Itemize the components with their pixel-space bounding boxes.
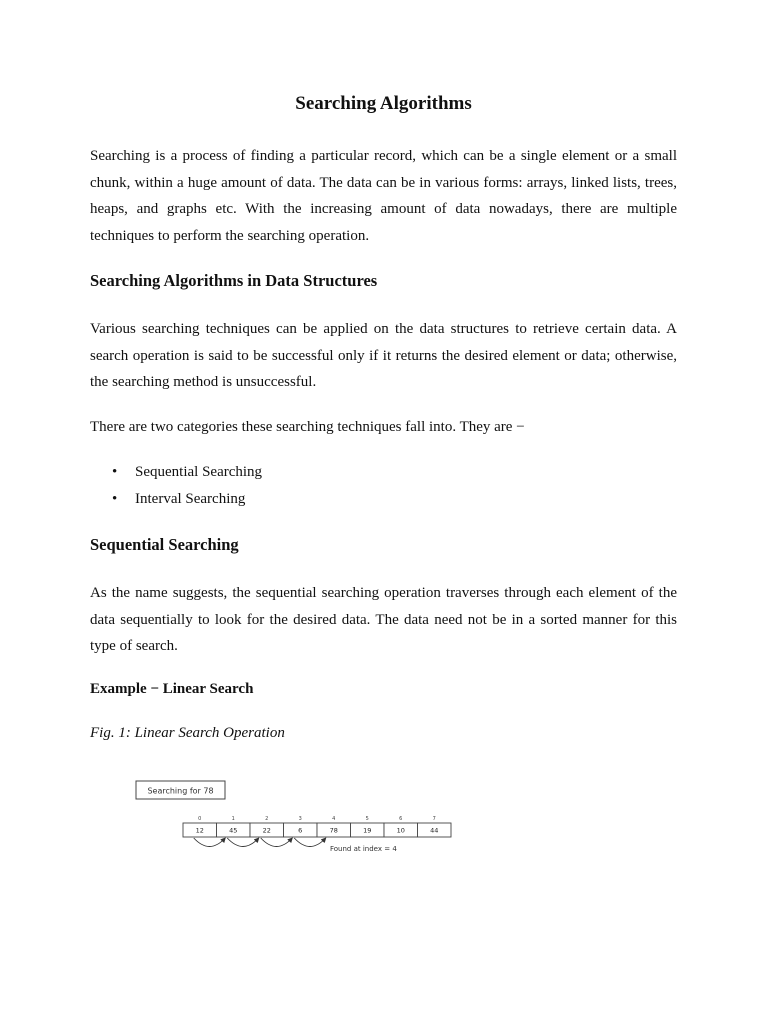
array-cell-value: 10	[396, 826, 405, 835]
array-index-label: 1	[231, 816, 235, 822]
array-cells	[183, 816, 451, 837]
traversal-arrow	[294, 838, 326, 847]
array-index-label: 6	[399, 816, 403, 822]
array-cell-value: 44	[430, 826, 439, 835]
categories-list	[90, 461, 262, 515]
list-item	[90, 488, 262, 515]
bullet-icon: •	[112, 491, 118, 507]
traversal-arrow	[194, 838, 226, 847]
array-cell-value: 45	[229, 826, 238, 835]
list-item-label: Sequential Searching	[135, 464, 263, 480]
categories-paragraph: There are two categories these searching techniques fall into. They are −	[90, 419, 525, 435]
array-cell-value: 12	[195, 826, 204, 835]
array-cell-value: 22	[262, 826, 271, 835]
section-heading-sequential: Sequential Searching	[90, 535, 239, 554]
bullet-icon: •	[112, 464, 118, 480]
array-cell-value: 6	[298, 826, 303, 835]
traversal-arrow	[261, 838, 293, 847]
list-item-label: Interval Searching	[135, 491, 246, 507]
array-index-label: 2	[265, 816, 269, 822]
array-index-label: 0	[198, 816, 202, 822]
example-heading: Example − Linear Search	[90, 681, 254, 697]
data-structures-paragraph: Various searching techniques can be applied on the data structures to retrieve certain data. A search operation is said to be successful only if it returns the desired element or data; otherwise, the searching method is unsuccessful.	[90, 321, 677, 391]
traversal-arrows	[194, 838, 326, 847]
section-heading-data-structures: Searching Algorithms in Data Structures	[90, 271, 378, 290]
figure-caption: Fig. 1: Linear Search Operation	[90, 725, 285, 741]
array-index-label: 5	[365, 816, 369, 822]
intro-paragraph: Searching is a process of finding a particular record, which can be a single element or a small chunk, within a huge amount of data. The data can be in various forms: arrays, linked lists, trees, heaps, and graphs etc. With the increasing amount of data nowadays, there are multiple techniques to perform the searching operation.	[90, 148, 677, 244]
array-cell-value: 19	[363, 826, 372, 835]
search-target-label: Searching for 78	[147, 786, 214, 796]
found-label: Found at index = 4	[330, 845, 397, 853]
array-index-label: 4	[332, 816, 336, 822]
sequential-paragraph: As the name suggests, the sequential searching operation traverses through each element of the data sequentially to look for the desired data. The data need not be in a sorted manner for this type of search.	[90, 585, 677, 655]
array-index-label: 3	[298, 816, 302, 822]
array-index-label: 7	[432, 816, 436, 822]
array-cell-value: 78	[329, 826, 338, 835]
linear-search-figure	[90, 768, 490, 858]
document-title: Searching Algorithms	[295, 93, 472, 114]
traversal-arrow	[227, 838, 259, 847]
list-item	[90, 461, 262, 488]
